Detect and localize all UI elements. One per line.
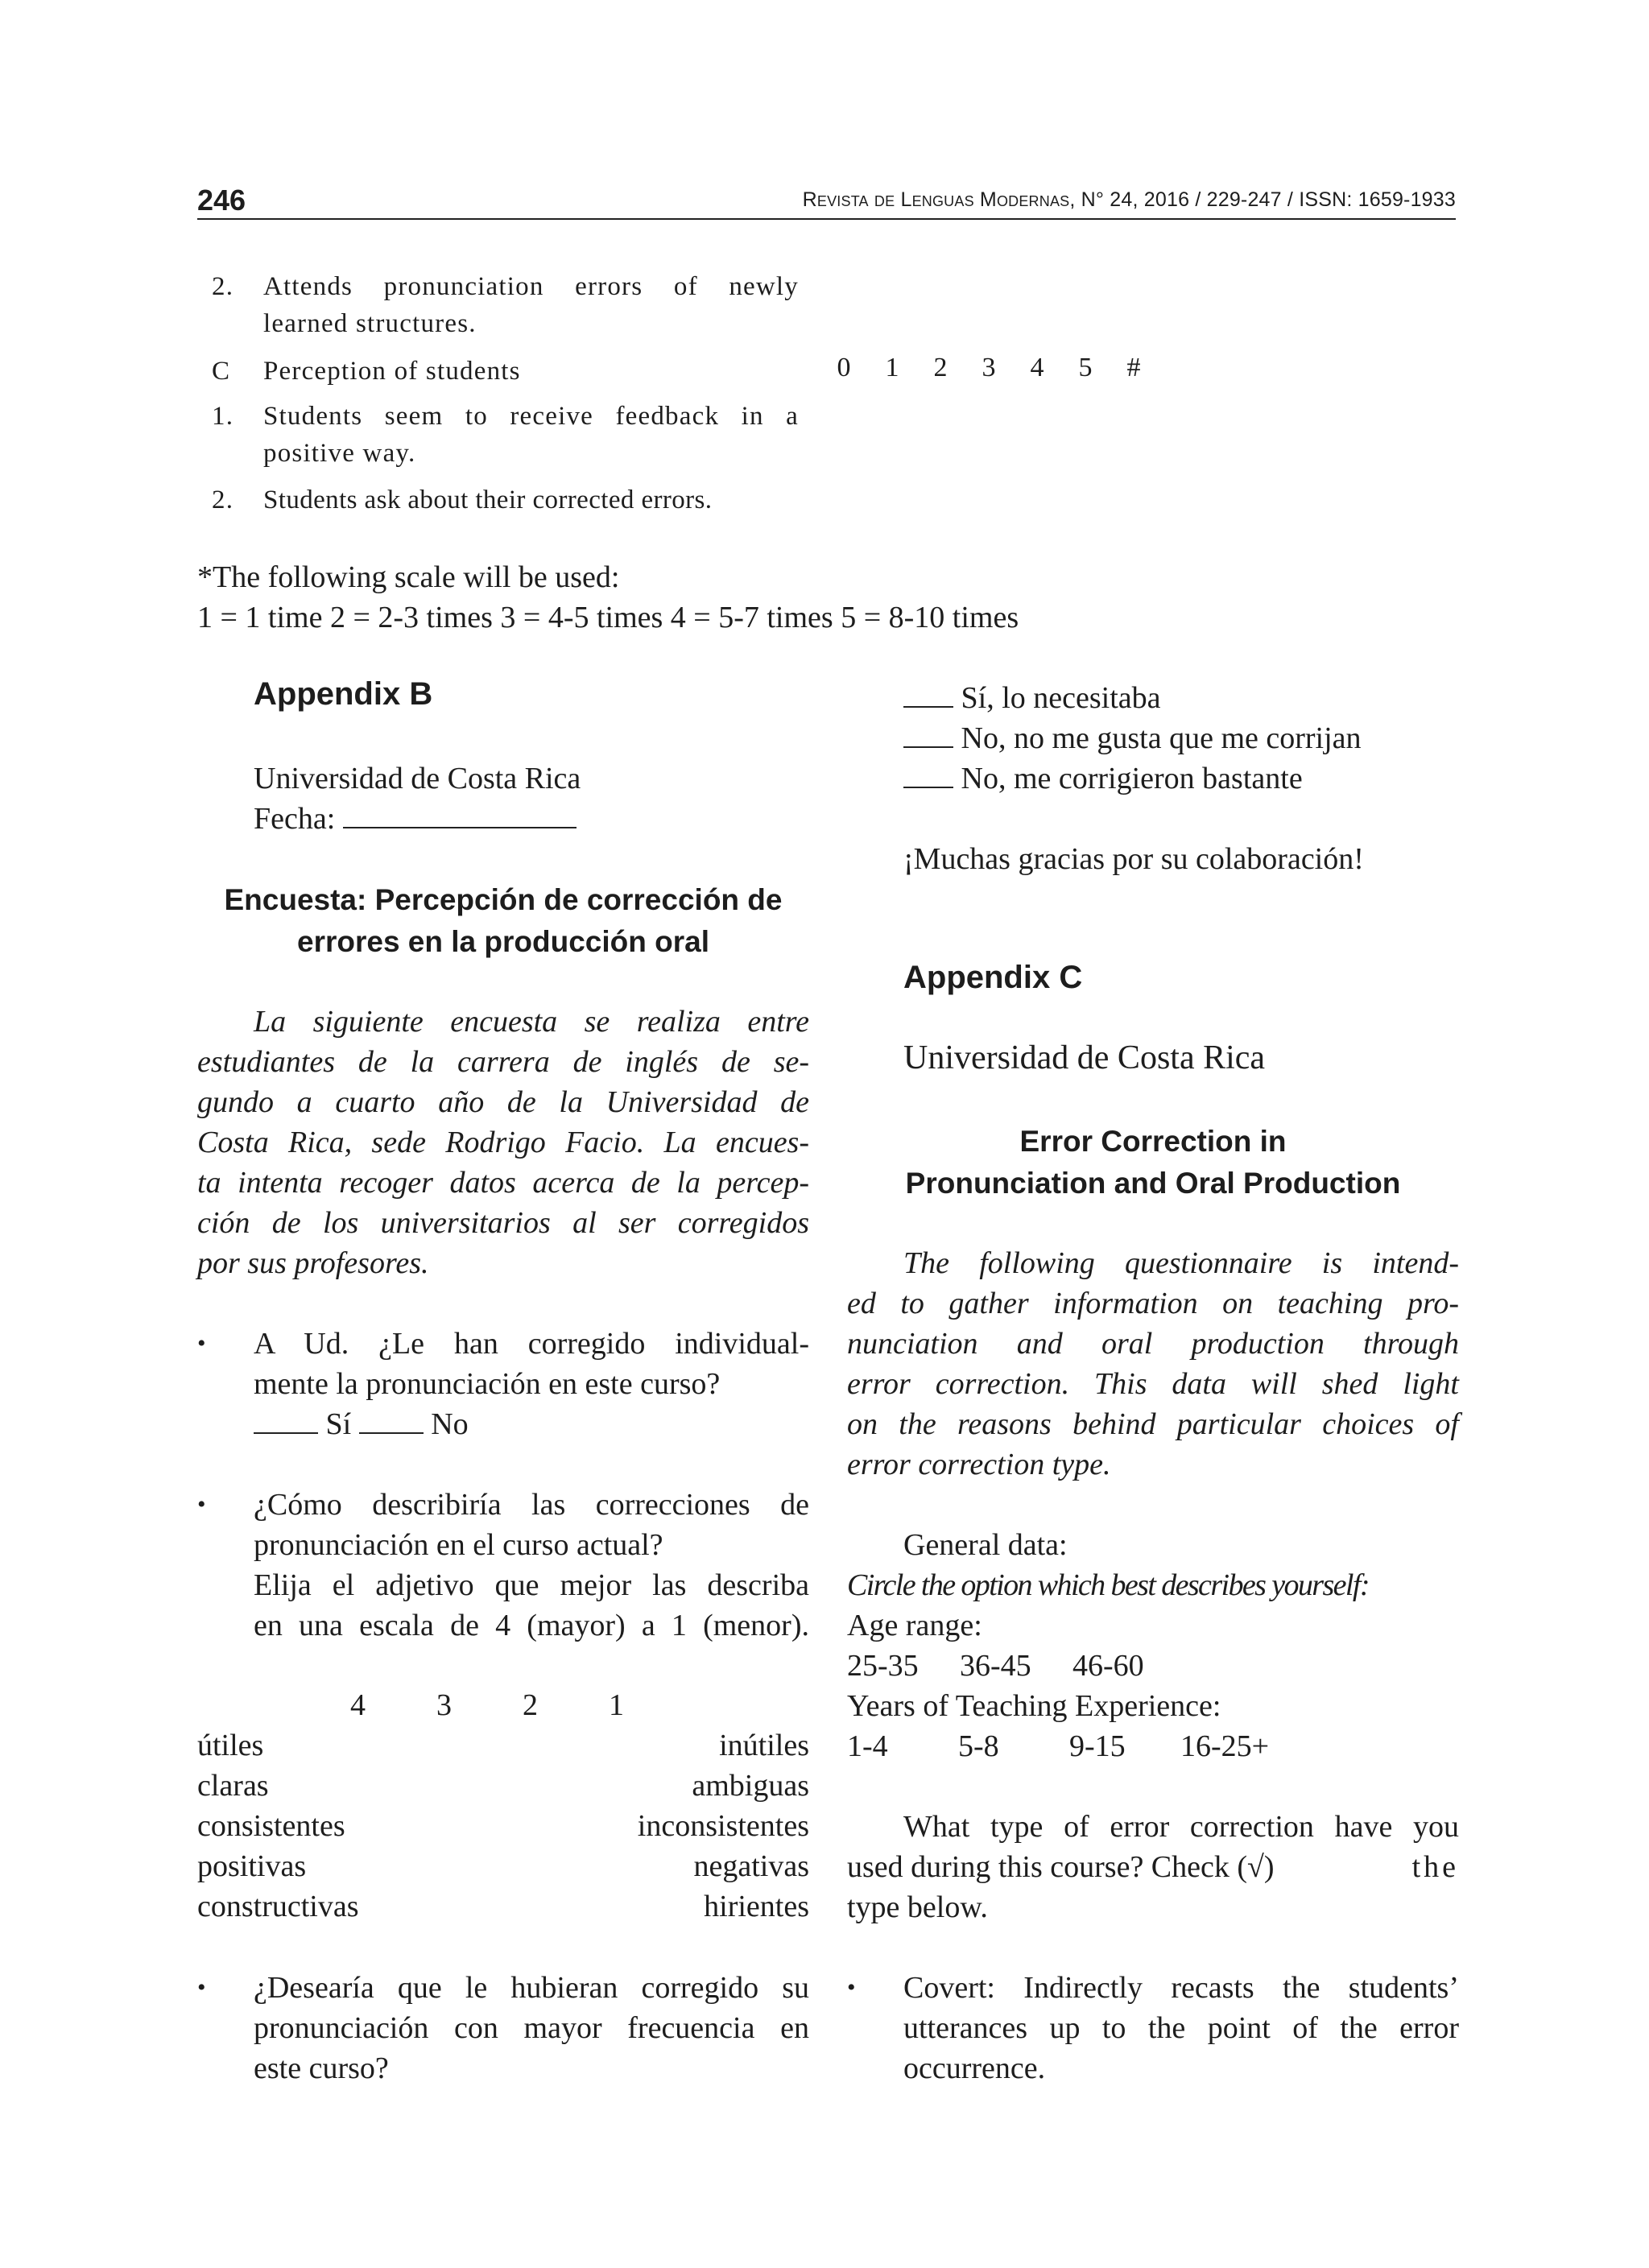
bullet-icon: • [197,1330,206,1357]
scale-header-cell: 5 [1078,353,1093,382]
no-label: No [423,1407,469,1441]
option-line: occurrence. [903,2051,1046,2085]
intro-line: on the reasons behind particular choices of [847,1407,1459,1441]
adjective-row [197,1808,809,1849]
adjective-left: consistentes [197,1809,345,1843]
questionnaire-title [847,1121,1459,1204]
appendix-b-title: Appendix B [254,676,433,712]
question-line: A Ud. ¿Le han corregido individual- [254,1327,809,1361]
survey-question-1 [197,1324,809,1444]
question-line-end: the [1411,1850,1459,1884]
option-label: No, me corrigieron bastante [953,762,1303,795]
adjective-right: negativas [693,1849,809,1883]
answer-option [903,758,1303,799]
appendix-b-university: Universidad de Costa Rica [254,762,581,795]
question-line: used during this course? Check (√) [847,1850,1275,1884]
answer-blank[interactable] [903,719,953,748]
running-head [803,188,1456,212]
question-line: ¿Cómo describiría las correcciones de [254,1488,809,1522]
bullet-icon: • [847,1974,856,2001]
experience-option[interactable]: 1-4 [847,1729,888,1763]
intro-line: error correction. This data will shed light [847,1367,1459,1401]
scale-header-cell: 2 [933,353,948,382]
questionnaire-intro [847,1243,1459,1485]
header-rule [197,218,1456,220]
correction-type-question [847,1807,1459,1927]
question-line: What type of error correction have you [903,1810,1459,1844]
survey-intro [197,1002,809,1283]
question-line: pronunciación en el curso actual? [254,1528,663,1562]
age-option[interactable]: 36-45 [960,1649,1031,1683]
rating-value: 1 [609,1688,624,1722]
option-line: utterances up to the point of the error [903,2011,1459,2045]
bullet-icon: • [197,1491,206,1518]
adjective-left: claras [197,1769,269,1803]
experience-option[interactable]: 9-15 [1069,1729,1126,1763]
table-row-text: Attends pronunciation errors of newly [263,272,799,301]
table-row-text-cont: learned structures. [263,309,477,338]
appendix-c-title: Appendix C [903,960,1083,995]
survey-question-3 [197,1968,809,2088]
adjective-row [197,1889,809,1929]
scale-header-cell: 1 [885,353,899,382]
answer-option [903,718,1362,758]
adjective-right: hirientes [704,1890,809,1923]
intro-line: ta intenta recoger datos acerca de la percep- [197,1166,809,1200]
experience-option[interactable]: 16-25+ [1180,1729,1270,1763]
age-options [847,1646,1459,1686]
intro-line: error correction type. [847,1448,1111,1481]
table-row-text: Students ask about their corrected errors. [263,485,713,514]
adjective-row [197,1728,809,1768]
answer-blank[interactable] [359,1405,424,1434]
adjective-row [197,1849,809,1889]
question-line: este curso? [254,2051,389,2085]
answer-blank[interactable] [903,679,953,708]
questionnaire-title-line: Error Correction in [1019,1125,1287,1158]
adjective-left: positivas [197,1849,307,1883]
option-line: Covert: Indirectly recasts the students’ [903,1971,1459,2005]
question-line: en una escala de 4 (mayor) a 1 (menor). [254,1609,809,1642]
page-number: 246 [197,184,246,217]
date-label: Fecha: [254,802,343,836]
age-option[interactable]: 25-35 [847,1649,919,1683]
table-row-num: 2. [212,485,234,514]
adjective-row [197,1768,809,1808]
question-line: ¿Desearía que le hubieran corregido su [254,1971,809,2005]
scale-header [820,353,1158,383]
scale-header-cell: 3 [982,353,996,382]
scale-header-cell: 4 [1030,353,1044,382]
intro-line: nunciation and oral production through [847,1327,1459,1361]
question-line-row [847,1847,1459,1887]
circle-instruction: Circle the option which best describes yourself: [847,1568,1369,1602]
adjective-right: inconsistentes [637,1809,809,1843]
question-line: type below. [847,1890,988,1924]
question-line: Elija el adjetivo que mejor las describa [254,1568,809,1602]
survey-title-line: Encuesta: Percepción de corrección de [224,883,783,916]
intro-line: gundo a cuarto año de la Universidad de [197,1085,809,1119]
adjective-left: útiles [197,1729,264,1762]
intro-line: Costa Rica, sede Rodrigo Facio. La encues- [197,1126,809,1159]
experience-options [847,1726,1459,1766]
option-label: Sí, lo necesitaba [953,681,1161,715]
intro-line: estudiantes de la carrera de inglés de se- [197,1045,809,1079]
yes-no-options [254,1404,809,1444]
intro-line: ed to gather information on teaching pro- [847,1287,1459,1320]
table-row-num: 1. [212,402,234,431]
scale-header-cell: 0 [837,353,851,382]
intro-line: La siguiente encuesta se realiza entre [254,1005,809,1039]
question-line: mente la pronunciación en este curso? [254,1367,721,1401]
intro-line: por sus profesores. [197,1246,429,1280]
survey-title-line: errores en la producción oral [297,925,709,958]
age-option[interactable]: 46-60 [1072,1649,1144,1683]
scale-note-values: 1 = 1 time 2 = 2-3 times 3 = 4-5 times 4 = 5-7 times 5 = 8-10 times [197,601,1019,634]
bullet-icon: • [197,1974,206,2001]
date-field [254,799,577,839]
table-row-text: Students seem to receive feedback in a [263,402,799,431]
adjective-right: inútiles [719,1729,809,1762]
answer-option [903,678,1160,718]
table-row-num: 2. [212,272,234,301]
intro-line: ción de los universitarios al ser corregidos [197,1206,809,1240]
age-range-label: Age range: [847,1609,982,1642]
adjective-right: ambiguas [692,1769,809,1803]
question-line: pronunciación con mayor frecuencia en [254,2011,809,2045]
general-data-label: General data: [903,1528,1068,1562]
table-section-label: Perception of students [263,357,521,386]
intro-line: The following questionnaire is intend- [903,1246,1459,1280]
questionnaire-title-line: Pronunciation and Oral Production [905,1167,1401,1200]
scale-note-title: *The following scale will be used: [197,560,620,594]
option-label: No, no me gusta que me corrijan [953,721,1362,755]
survey-question-2 [197,1485,809,1646]
answer-blank[interactable] [254,1405,318,1434]
journal-name: Revista de Lenguas Modernas [802,188,1070,211]
answer-blank[interactable] [903,759,953,788]
appendix-c-university: Universidad de Costa Rica [903,1039,1266,1076]
rating-value: 2 [523,1688,538,1722]
adjective-left: constructivas [197,1890,359,1923]
scale-header-cell: # [1126,353,1141,382]
journal-issue-info: , N° 24, 2016 / 229-247 / ISSN: 1659-1933 [1069,188,1456,211]
rating-scale [197,1688,809,1728]
thanks-message: ¡Muchas gracias por su colaboración! [903,842,1364,876]
adjective-table [197,1728,809,1929]
rating-value: 3 [436,1688,452,1722]
rating-value: 4 [350,1688,366,1722]
yes-label: Sí [318,1407,359,1441]
experience-option[interactable]: 5-8 [958,1729,999,1763]
table-section-letter: C [212,357,231,386]
covert-option [847,1968,1459,2088]
table-row-text-cont: positive way. [263,439,416,468]
date-blank [343,799,577,828]
experience-label: Years of Teaching Experience: [847,1689,1221,1723]
survey-title [197,879,809,963]
